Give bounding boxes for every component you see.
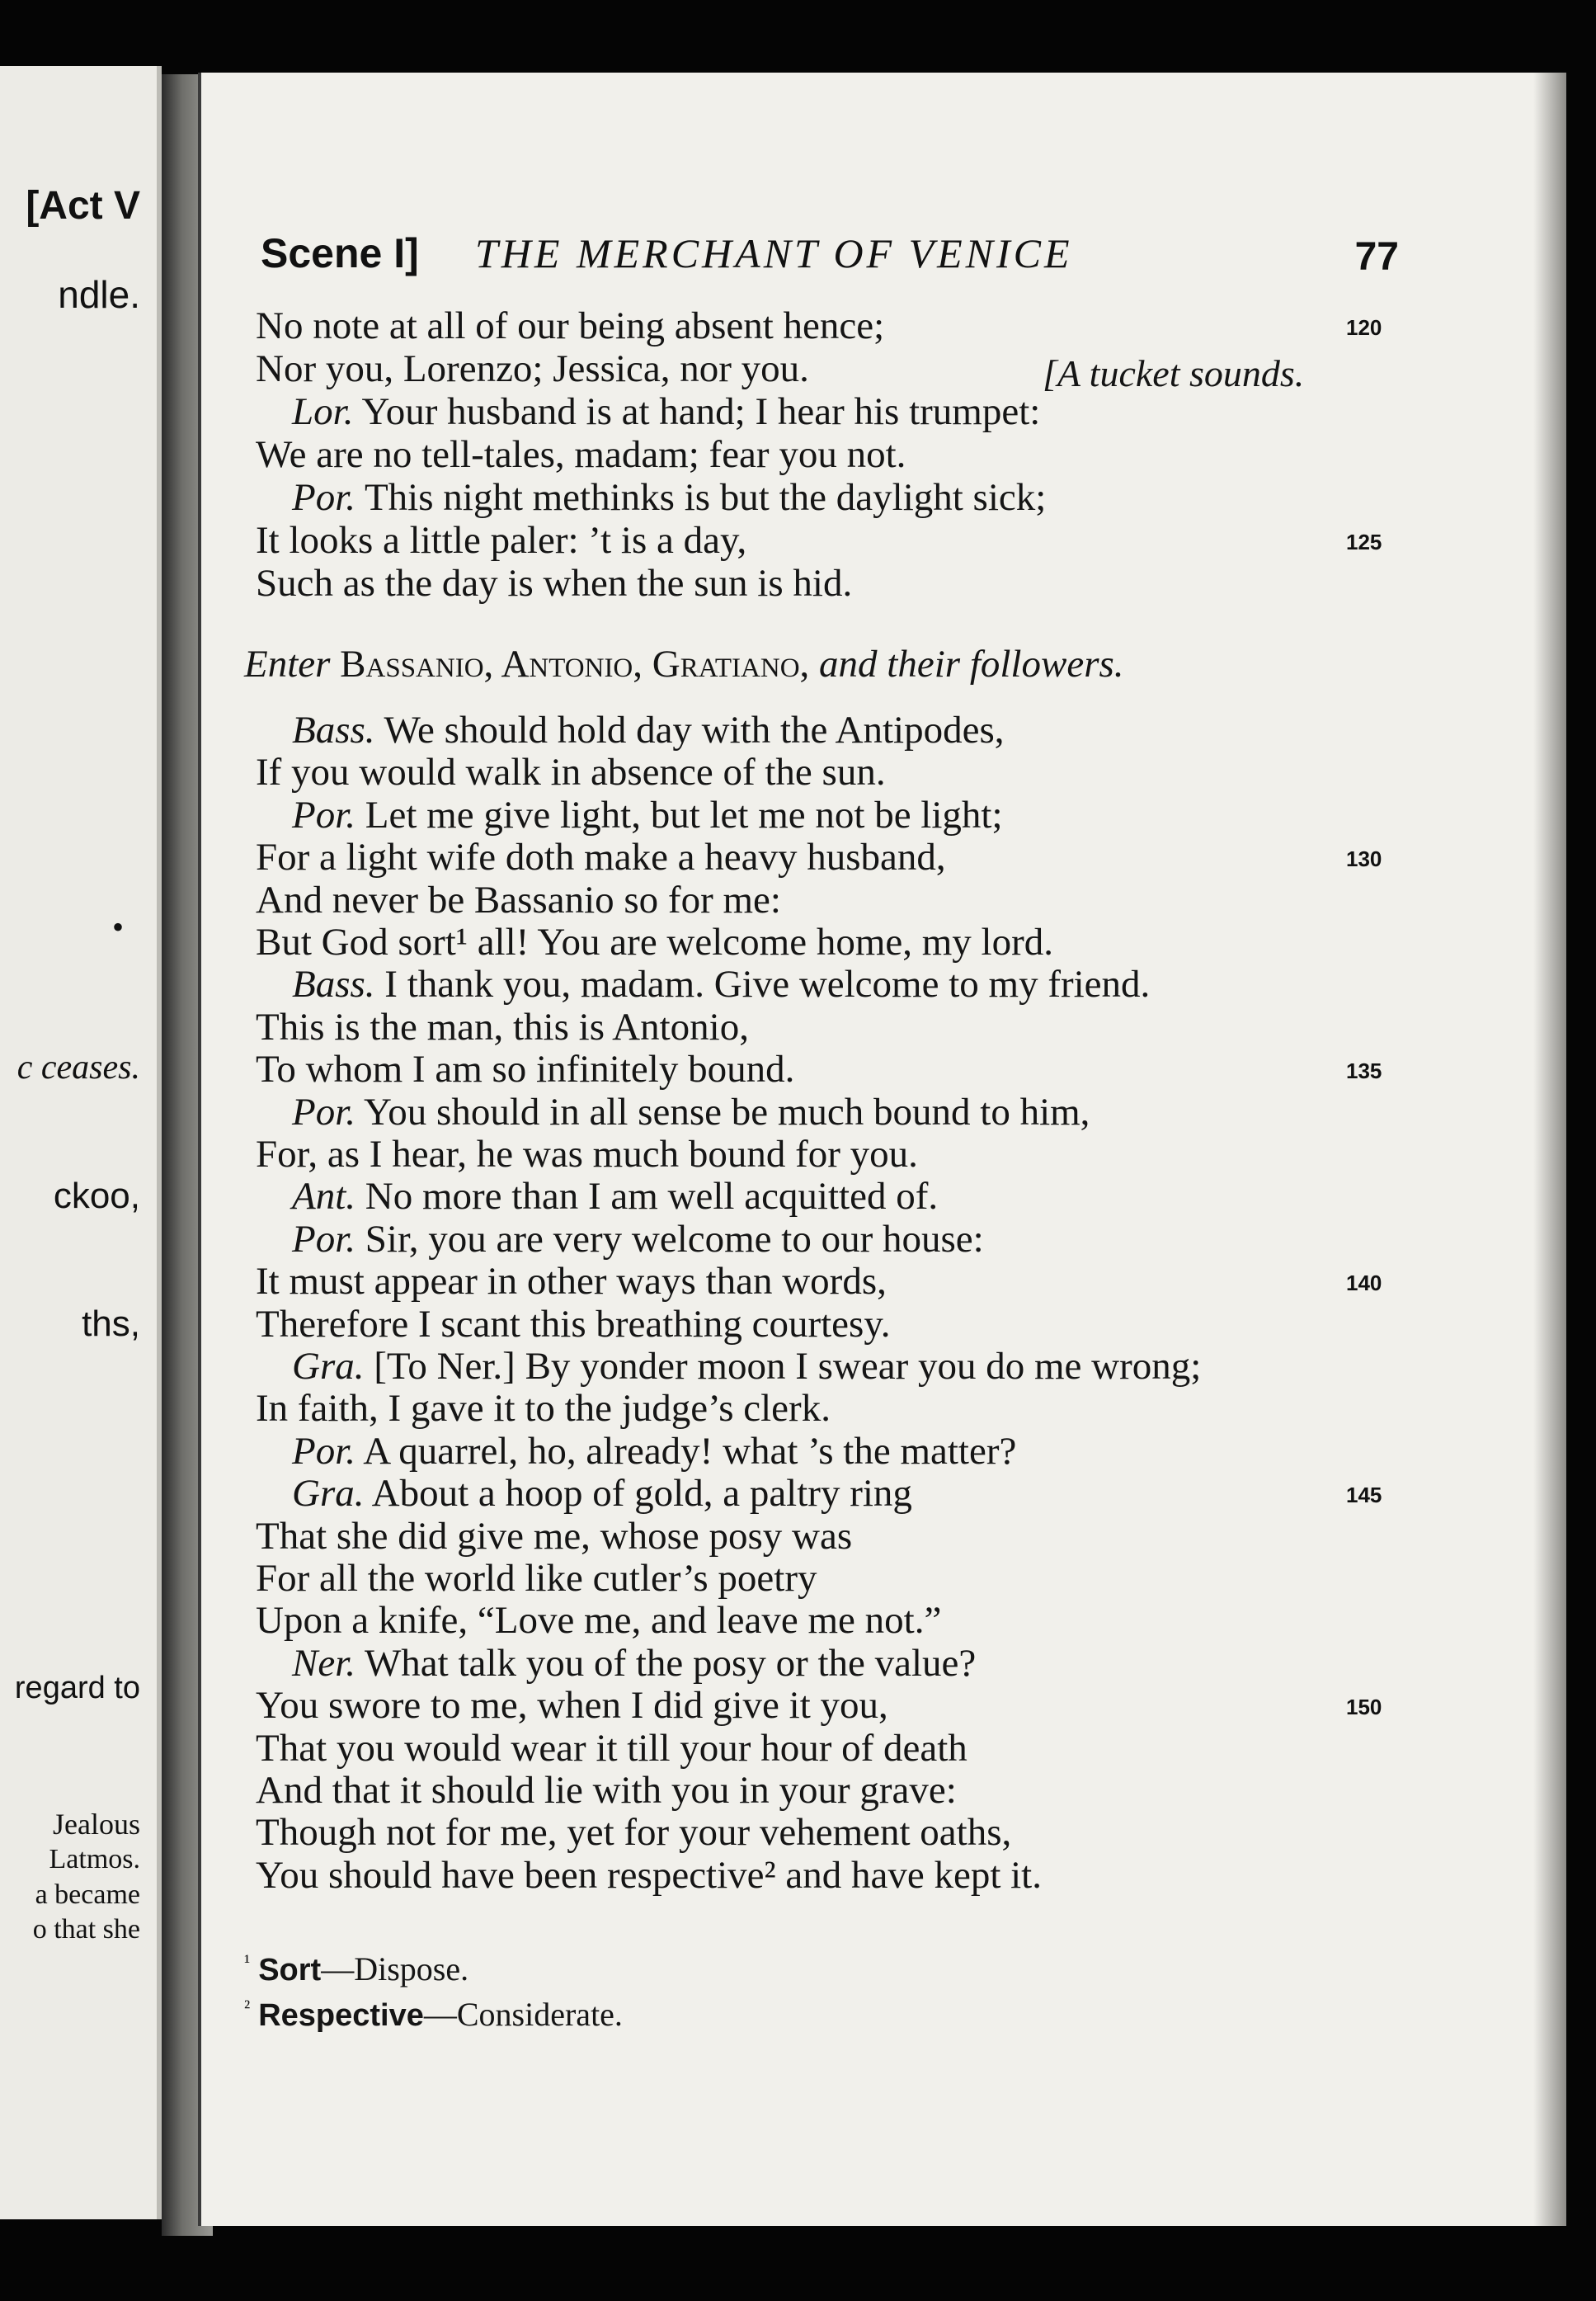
verse-line [292, 1471, 912, 1516]
verse-line [256, 1514, 852, 1558]
play-title: THE MERCHANT OF VENICE [475, 230, 1073, 276]
verse-text: No more than I am well acquitted of. [355, 1175, 939, 1219]
verse-line [256, 518, 746, 563]
footnote-mark: ¹ [244, 1951, 251, 1973]
verse-text: For a light wife doth make a heavy husband, [256, 836, 946, 879]
line-number: 120 [1346, 315, 1382, 340]
verse-text: And never be Bassanio so for me: [256, 878, 781, 922]
verse-line [256, 1005, 749, 1049]
verse-text: But God sort¹ all! You are welcome home, my lord. [256, 921, 1054, 964]
entering-characters: Bassanio, Antonio, Gratiano, [340, 643, 810, 686]
verse-text: That you would wear it till your hour of death [256, 1726, 967, 1770]
verse-line [292, 708, 1005, 752]
page-number: 77 [1354, 235, 1399, 279]
verse-text: No note at all of our being absent hence; [256, 304, 885, 347]
verse-text: For all the world like cutler’s poetry [256, 1557, 817, 1600]
footnote-definition: —Dispose. [321, 1950, 469, 1987]
speaker-name: Por. [292, 1217, 356, 1261]
stage-direction: [A tucket sounds. [1043, 352, 1305, 394]
left-fragment: Latmos. [49, 1844, 140, 1874]
left-fragment: o that she [32, 1914, 140, 1945]
footnote-mark: ² [244, 1997, 251, 2019]
verse-line [256, 1132, 918, 1176]
verse-text: This night methinks is but the daylight sick; [355, 476, 1047, 519]
verse-line [256, 1259, 887, 1304]
left-fragment: c ceases. [16, 1049, 140, 1087]
speaker-name: Bass. [292, 963, 375, 1007]
verse-line [292, 962, 1150, 1007]
verse-text: Upon a knife, “Love me, and leave me not.” [256, 1599, 942, 1643]
verse-line [256, 1302, 891, 1346]
verse-line [256, 750, 886, 795]
verse-line [292, 1174, 938, 1219]
verse-line [256, 1556, 817, 1601]
verse-text: Nor you, Lorenzo; Jessica, nor you. [256, 347, 809, 390]
left-facing-page [0, 66, 162, 2219]
verse-text: Let me give light, but let me not be light; [355, 793, 1003, 837]
verse-line [256, 878, 781, 922]
verse-line [292, 793, 1003, 837]
verse-line [292, 1344, 1201, 1389]
right-page [198, 73, 1566, 2226]
verse-line [256, 835, 946, 879]
running-header [261, 229, 1399, 287]
verse-text: That she did give me, whose posy was [256, 1514, 853, 1558]
left-fragment: regard to [14, 1671, 140, 1705]
footnote-2 [244, 1995, 623, 2034]
speaker-name: Por. [292, 476, 356, 519]
verse-line [292, 1217, 984, 1261]
line-number: 150 [1346, 1695, 1382, 1720]
entrance-stage-direction [244, 642, 1124, 686]
left-fragment: ths, [82, 1304, 140, 1344]
speaker-name: Ant. [292, 1175, 356, 1219]
verse-line [256, 1853, 1042, 1898]
footnote-definition: —Considerate. [423, 1996, 623, 2033]
verse-line [292, 1090, 1090, 1134]
verse-text: We should hold day with the Antipodes, [374, 709, 1005, 752]
speaker-name: Por. [292, 1090, 356, 1134]
verse-text: In faith, I gave it to the judge’s clerk. [256, 1387, 831, 1431]
verse-text: To whom I am so infinitely bound. [256, 1048, 795, 1092]
verse-text: We are no tell-tales, madam; fear you not. [256, 433, 906, 476]
line-number: 145 [1346, 1483, 1382, 1508]
verse-line [256, 1768, 957, 1813]
speaker-name: Ner. [292, 1641, 356, 1685]
verse-text: Therefore I scant this breathing courtesy. [256, 1302, 891, 1346]
verse-line [256, 1726, 967, 1771]
verse-text: And that it should lie with you in your grave: [256, 1769, 957, 1812]
left-fragment: ckoo, [53, 1176, 140, 1216]
verse-line [256, 1047, 794, 1092]
footnote-term: Respective [258, 1998, 424, 2033]
verse-line [256, 1598, 941, 1643]
verse-line [256, 432, 906, 477]
verse-text: Your husband is at hand; I hear his trumpet: [353, 390, 1041, 433]
left-fragment: a became [35, 1879, 140, 1910]
verse-text: About a hoop of gold, a paltry ring [364, 1472, 912, 1516]
verse-text: What talk you of the posy or the value? [355, 1641, 977, 1685]
left-fragment: [Act V [26, 184, 140, 228]
verse-text: [To Ner.] By yonder moon I swear you do me wrong; [364, 1345, 1202, 1388]
verse-text: If you would walk in absence of the sun. [256, 751, 886, 795]
speaker-name: Gra. [292, 1345, 365, 1388]
verse-line [256, 304, 884, 348]
verse-text: Such as the day is when the sun is hid. [256, 562, 853, 605]
verse-text: A quarrel, ho, already! what ’s the matter? [355, 1429, 1017, 1473]
line-number: 130 [1346, 846, 1382, 872]
verse-text: For, as I hear, he was much bound for you. [256, 1133, 918, 1176]
verse-line [292, 389, 1040, 434]
verse-text: This is the man, this is Antonio, [256, 1005, 749, 1049]
scene-label: Scene I] [261, 230, 419, 276]
line-number: 135 [1346, 1059, 1382, 1084]
verse-text: I thank you, madam. Give welcome to my friend. [374, 963, 1151, 1007]
verse-line [256, 561, 852, 606]
verse-line [292, 1429, 1016, 1473]
speaker-name: Por. [292, 793, 356, 837]
footnote-1 [244, 1950, 468, 1988]
speaker-name: Bass. [292, 709, 375, 752]
speaker-name: Gra. [292, 1472, 365, 1516]
line-number: 140 [1346, 1271, 1382, 1296]
verse-line [292, 475, 1046, 520]
verse-text: You should in all sense be much bound to him, [355, 1090, 1090, 1134]
left-fragment: ndle. [58, 273, 140, 316]
verse-text: Sir, you are very welcome to our house: [355, 1217, 984, 1261]
verse-line [256, 1386, 831, 1431]
verse-text: It must appear in other ways than words, [256, 1260, 887, 1304]
verse-text: You swore to me, when I did give it you, [256, 1684, 888, 1728]
verse-text: You should have been respective² and have kept it. [256, 1853, 1042, 1897]
left-fragment: • [111, 908, 124, 945]
verse-line [256, 920, 1053, 964]
verse-line [256, 1683, 888, 1728]
verse-text: Though not for me, yet for your vehement oaths, [256, 1811, 1012, 1855]
verse-text: It looks a little paler: ’t is a day, [256, 519, 747, 562]
verse-line [256, 1810, 1011, 1855]
enter-word: Enter [244, 643, 331, 686]
verse-line [256, 347, 809, 391]
speaker-name: Lor. [292, 390, 354, 433]
left-fragment: Jealous [53, 1808, 140, 1841]
verse-line [292, 1641, 976, 1686]
line-number: 125 [1346, 530, 1382, 554]
speaker-name: Por. [292, 1429, 356, 1473]
footnote-term: Sort [258, 1953, 322, 1987]
entrance-rest: and their followers. [819, 643, 1124, 686]
